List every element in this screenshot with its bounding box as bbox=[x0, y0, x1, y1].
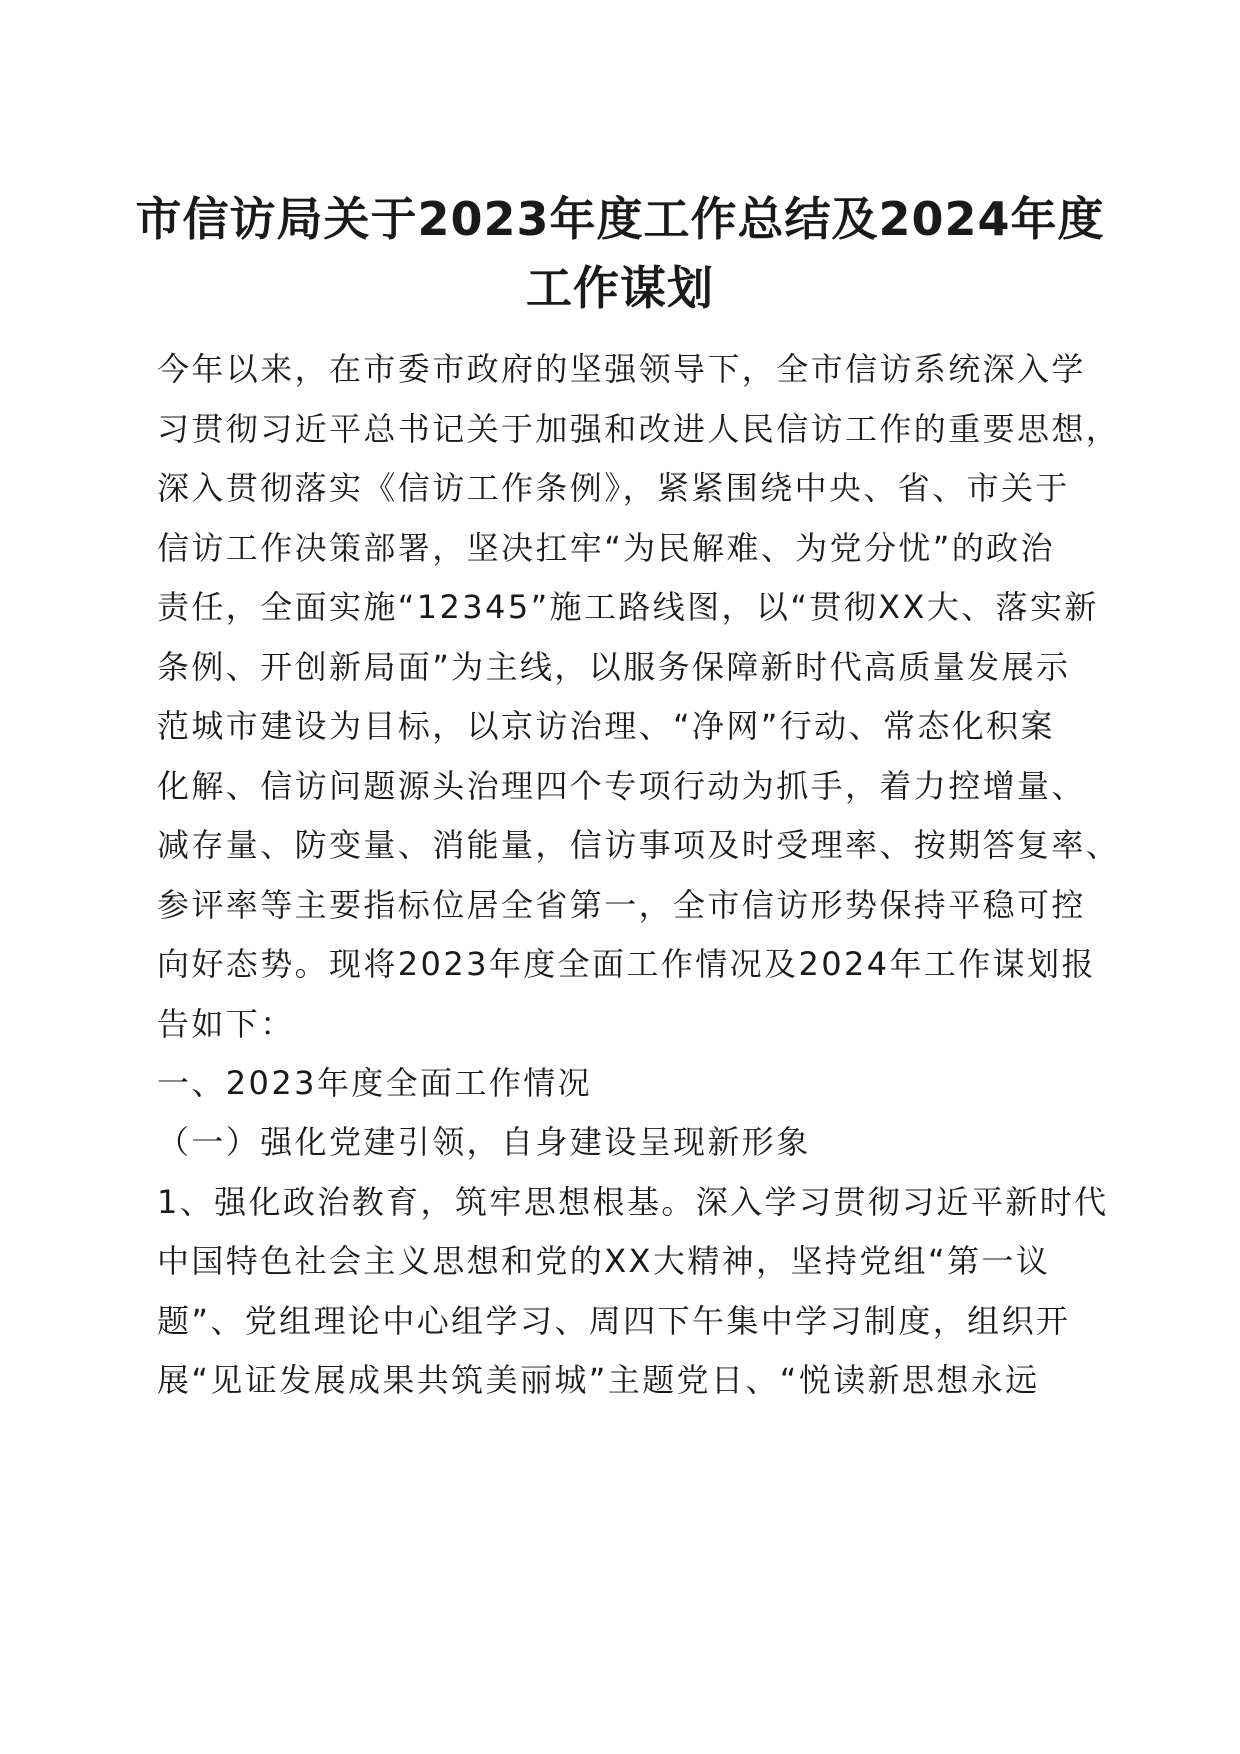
section-heading: 一、2023年度全面工作情况 bbox=[157, 1064, 593, 1102]
document-title-line-2: 工作谋划 bbox=[526, 261, 714, 315]
document-title-line-1: 市信访局关于2023年度工作总结及2024年度 bbox=[135, 192, 1105, 246]
paragraph-line: 今年以来，在市委市政府的坚强领导下，全市信访系统深入学 bbox=[157, 350, 1086, 388]
paragraph-line: 向好态势。现将2023年度全面工作情况及2024年工作谋划报 bbox=[157, 945, 1096, 983]
paragraph-line: 参评率等主要指标位居全省第一，全市信访形势保持平稳可控 bbox=[157, 886, 1086, 924]
paragraph-line: 条例、开创新局面”为主线，以服务保障新时代高质量发展示 bbox=[157, 648, 1071, 686]
paragraph-line: 告如下： bbox=[157, 1005, 295, 1043]
paragraph-line: 习贯彻习近平总书记关于加强和改进人民信访工作的重要思想， bbox=[157, 410, 1121, 448]
paragraph-line: 展“见证发展成果共筑美丽城”主题党日、“悦读新思想永远 bbox=[157, 1361, 1040, 1399]
paragraph-line: 1、强化政治教育，筑牢思想根基。深入学习贯彻习近平新时代 bbox=[157, 1183, 1109, 1221]
paragraph-line: 化解、信访问题源头治理四个专项行动为抓手，着力控增量、 bbox=[157, 767, 1086, 805]
paragraph-line: 中国特色社会主义思想和党的XX大精神，坚持党组“第一议 bbox=[157, 1242, 1051, 1280]
paragraph-line: 减存量、防变量、消能量，信访事项及时受理率、按期答复率、 bbox=[157, 826, 1121, 864]
subsection-heading: （一）强化党建引领，自身建设呈现新形象 bbox=[157, 1123, 811, 1161]
paragraph-line: 责任，全面实施“12345”施工路线图，以“贯彻XX大、落实新 bbox=[157, 588, 1099, 626]
paragraph-line: 范城市建设为目标，以京访治理、“净网”行动、常态化积案 bbox=[157, 707, 1055, 745]
paragraph-line: 深入贯彻落实《信访工作条例》，紧紧围绕中央、省、市关于 bbox=[157, 469, 1070, 507]
paragraph-line: 信访工作决策部署，坚决扛牢“为民解难、为党分忧”的政治 bbox=[157, 529, 1055, 567]
paragraph-line: 题”、党组理论中心组学习、周四下午集中学习制度，组织开 bbox=[157, 1302, 1071, 1340]
